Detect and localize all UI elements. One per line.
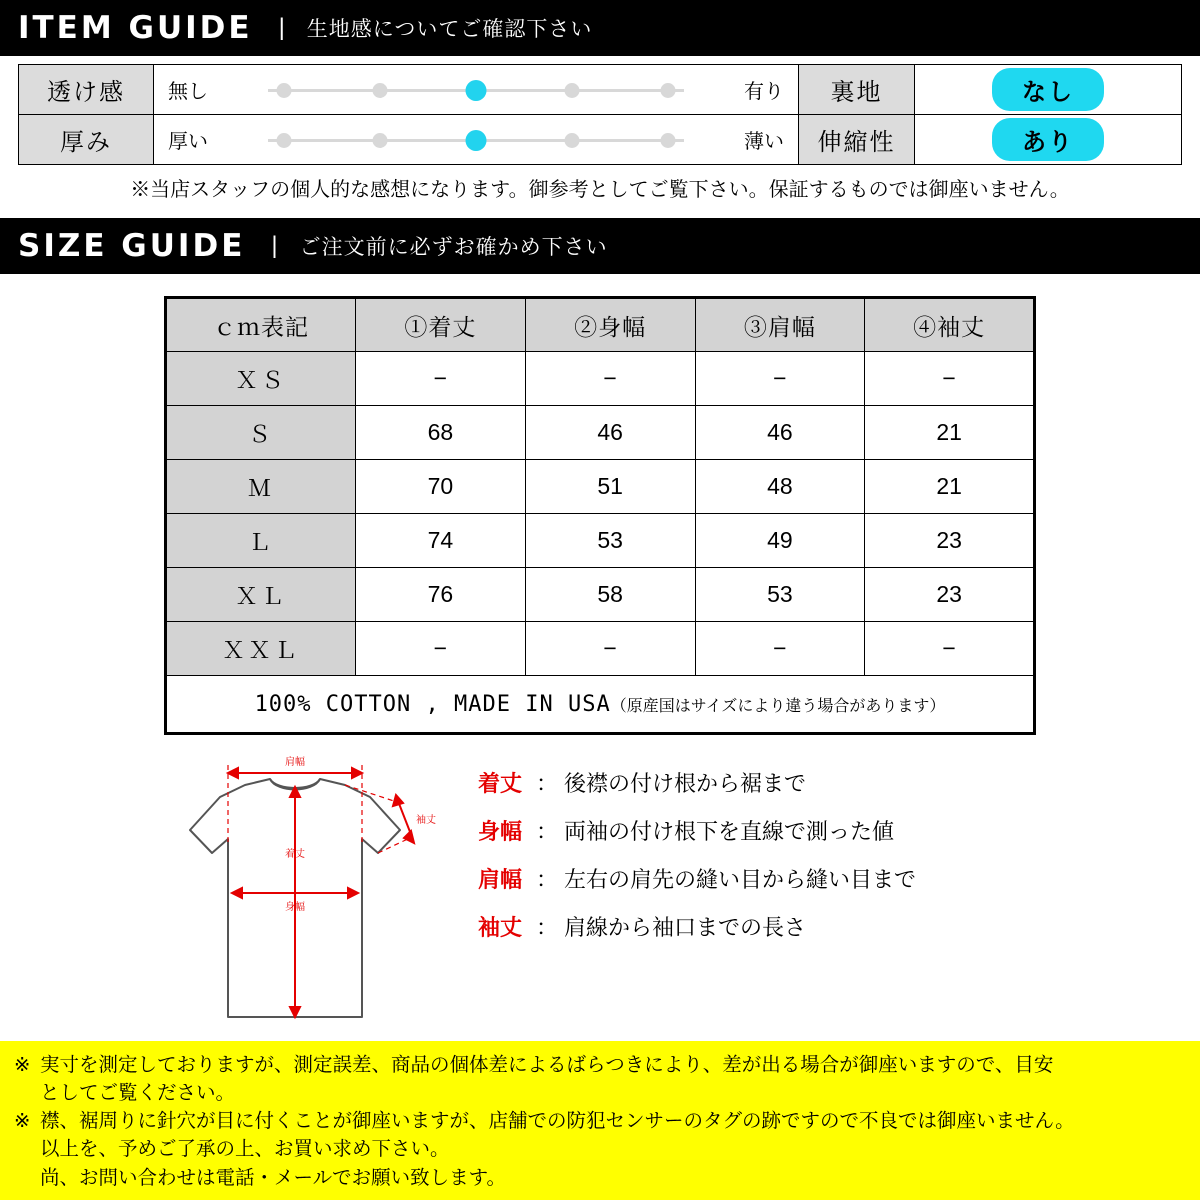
table-header-row [166,298,1035,352]
item-guide-title: ITEM GUIDE [18,10,253,46]
footer-continuation: 尚、お問い合わせは電話・メールでお願い致します。 [40,1166,507,1189]
legend-item [478,863,1200,894]
size-name: ＸＬ [166,568,356,622]
col-header-unit: ｃｍ表記 [166,298,356,352]
footer-line [14,1107,1186,1135]
size-cell: 51 [525,460,695,514]
scale-dot-4 [564,133,579,148]
size-cell: − [525,622,695,676]
diagram-label-shoulder: 肩幅 [285,757,305,768]
size-cell: − [865,622,1035,676]
scale-thickness [154,115,799,165]
size-cell: − [865,352,1035,406]
material-small: （原産国はサイズにより違う場合があります） [610,697,946,715]
legend-value-sleeve: 肩線から袖口までの長さ [564,915,807,940]
size-cell: 21 [865,406,1035,460]
col-header-shoulder: ③肩幅 [695,298,865,352]
scale-dot-2 [373,83,388,98]
legend-colon: ： [536,867,559,892]
size-cell: 21 [865,460,1035,514]
size-name: Ｓ [166,406,356,460]
size-guide-subtitle: ご注文前に必ずお確かめ下さい [299,236,608,259]
row-label-thickness: 厚み [19,115,154,165]
scale-dot-1 [277,133,292,148]
table-row [166,460,1035,514]
material-main: 100% COTTON , MADE IN USA [254,691,611,717]
footer-mark: ※ [14,1110,31,1133]
size-cell: 68 [356,406,526,460]
size-cell: 49 [695,514,865,568]
footer-mark: ※ [14,1053,31,1076]
scale-dot-5 [660,133,675,148]
legend-item [478,767,1200,798]
item-guide-subtitle: 生地感についてご確認下さい [306,18,593,41]
item-guide-table [18,64,1182,165]
size-cell: − [695,622,865,676]
table-footer-row [166,676,1035,734]
table-row [166,622,1035,676]
measurement-legend [450,745,1200,959]
size-cell: − [356,352,526,406]
scale-dot-4 [564,83,579,98]
legend-item [478,815,1200,846]
lining-badge: なし [992,68,1104,111]
diagram-label-sleeve: 袖丈 [416,815,436,826]
scale-left-label: 無し [168,81,208,103]
legend-colon: ： [536,771,559,796]
scale-dot-1 [277,83,292,98]
scale-dot-5 [660,83,675,98]
legend-key-chest: 身幅 [478,819,523,844]
size-cell: 58 [525,568,695,622]
table-row [19,65,1182,115]
table-row [166,568,1035,622]
scale-dot-3-active [466,80,487,101]
scale-left-label: 厚い [168,131,208,153]
item-guide-header [0,0,1200,56]
legend-value-shoulder: 左右の肩先の縫い目から縫い目まで [564,867,917,892]
scale-right-label: 薄い [744,131,784,153]
size-cell: 74 [356,514,526,568]
diagram-label-length: 着丈 [285,849,305,860]
footer-continuation: としてご覧ください。 [40,1081,236,1104]
size-guide-header [0,218,1200,274]
size-cell: 23 [865,568,1035,622]
material-note [166,676,1035,734]
size-name: Ｍ [166,460,356,514]
size-cell: − [695,352,865,406]
legend-value-length: 後襟の付け根から裾まで [564,771,807,796]
diagram-label-chest: 身幅 [285,902,305,913]
footer-continuation: 以上を、予めご了承の上、お買い求め下さい。 [40,1138,450,1161]
row-label-lining: 裏地 [799,65,915,115]
footer-line [14,1051,1186,1079]
size-cell: 48 [695,460,865,514]
size-cell: 23 [865,514,1035,568]
size-name: Ｌ [166,514,356,568]
item-guide-separator: | [278,14,285,41]
size-guide-title: SIZE GUIDE [18,228,246,264]
col-header-chest: ②身幅 [525,298,695,352]
col-header-length: ①着丈 [356,298,526,352]
legend-colon: ： [536,915,559,940]
size-cell: − [525,352,695,406]
table-row [166,352,1035,406]
footer-text: 実寸を測定しておりますが、測定誤差、商品の個体差によるばらつきにより、差が出る場合が御座いますので、目安 [40,1053,1054,1076]
stretch-badge: あり [992,118,1104,161]
legend-colon: ： [536,819,559,844]
lining-value-cell [915,65,1182,115]
size-cell: − [356,622,526,676]
footer-text: 襟、裾周りに針穴が目に付くことが御座いますが、店舗での防犯センサーのタグの跡ですので不良では御座いません。 [40,1110,1075,1133]
table-row [166,514,1035,568]
tshirt-diagram [150,745,450,1040]
table-row [166,406,1035,460]
legend-value-chest: 両袖の付け根下を直線で測った値 [564,819,895,844]
legend-key-length: 着丈 [478,771,523,796]
scale-dot-3-active [466,130,487,151]
size-table [164,296,1036,735]
scale-track [258,129,694,151]
measurement-diagram-area [0,735,1200,1040]
row-label-stretch: 伸縮性 [799,115,915,165]
table-row [19,115,1182,165]
legend-item [478,911,1200,942]
size-cell: 70 [356,460,526,514]
stretch-value-cell [915,115,1182,165]
legend-key-shoulder: 肩幅 [478,867,523,892]
size-name: ＸＳ [166,352,356,406]
size-table-wrap [0,274,1200,735]
size-cell: 53 [525,514,695,568]
size-cell: 46 [525,406,695,460]
scale-right-label: 有り [744,81,784,103]
col-header-sleeve: ④袖丈 [865,298,1035,352]
size-name: ＸＸＬ [166,622,356,676]
size-cell: 46 [695,406,865,460]
size-guide-separator: | [271,232,278,259]
item-guide-table-wrap [0,56,1200,206]
scale-transparency [154,65,799,115]
scale-dot-2 [373,133,388,148]
size-cell: 76 [356,568,526,622]
footer-notice [0,1041,1200,1200]
size-cell: 53 [695,568,865,622]
item-guide-note: ※当店スタッフの個人的な感想になります。御参考としてご覧下さい。保証するものでは御座いません。 [130,179,1070,201]
row-label-transparency: 透け感 [19,65,154,115]
scale-track [258,79,694,101]
legend-key-sleeve: 袖丈 [478,915,523,940]
